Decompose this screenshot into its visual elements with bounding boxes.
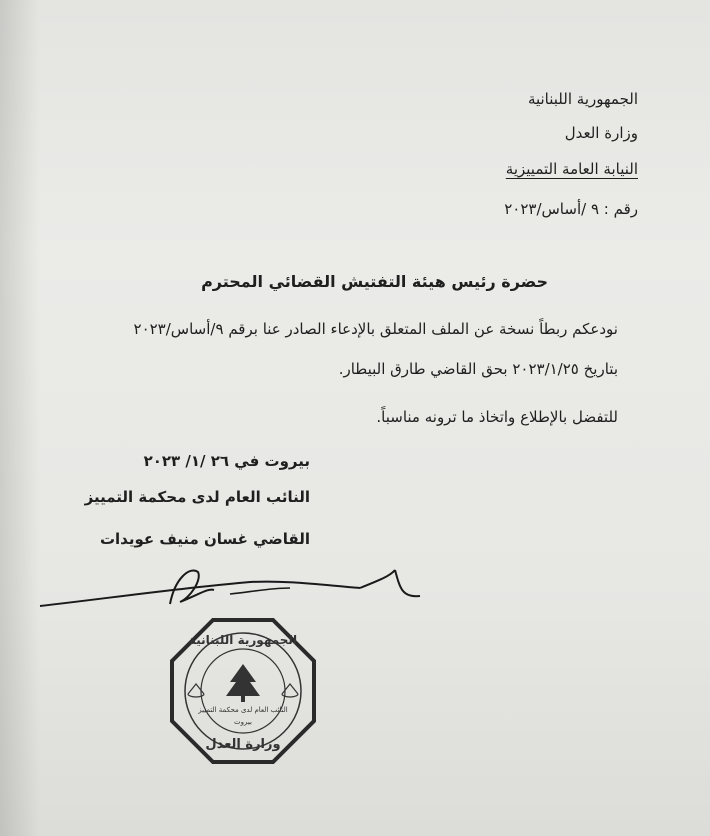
header-ministry: وزارة العدل xyxy=(564,124,638,142)
seal-inner-text: النائب العام لدى محكمة التمييز xyxy=(198,706,288,714)
body-line-1: نودعكم ربطاً نسخة عن الملف المتعلق بالإدعاء الصادر عنا برقم ٩/أساس/٢٠٢٣ xyxy=(133,320,618,338)
header-reference: رقم : ٩ /أساس/٢٠٢٣ xyxy=(504,200,638,218)
header-office: النيابة العامة التمييزية xyxy=(505,160,638,178)
signatory-name: القاضي غسان منيف عويدات xyxy=(99,530,310,548)
body-line-2: بتاريخ ٢٠٢٣/١/٢٥ بحق القاضي طارق البيطار. xyxy=(338,360,618,378)
handwritten-signature xyxy=(30,558,430,618)
signatory-title: النائب العام لدى محكمة التمييز xyxy=(84,488,310,506)
seal-top-text: الجمهورية اللبنانية xyxy=(188,633,298,647)
header-country: الجمهورية اللبنانية xyxy=(527,90,638,108)
page-shadow xyxy=(0,0,40,836)
salutation: حضرة رئيس هيئة التفتيش القضائي المحترم xyxy=(201,272,548,291)
place-date: بيروت في ٢٦ /١/ ٢٠٢٣ xyxy=(143,452,310,470)
cedar-tree-icon xyxy=(226,664,260,696)
body-line-3: للتفضل بالإطلاع واتخاذ ما ترونه مناسباً. xyxy=(376,408,618,426)
seal-bottom-text: وزارة العدل xyxy=(205,737,281,752)
official-seal xyxy=(168,616,318,766)
seal-city: بيروت xyxy=(234,718,252,726)
